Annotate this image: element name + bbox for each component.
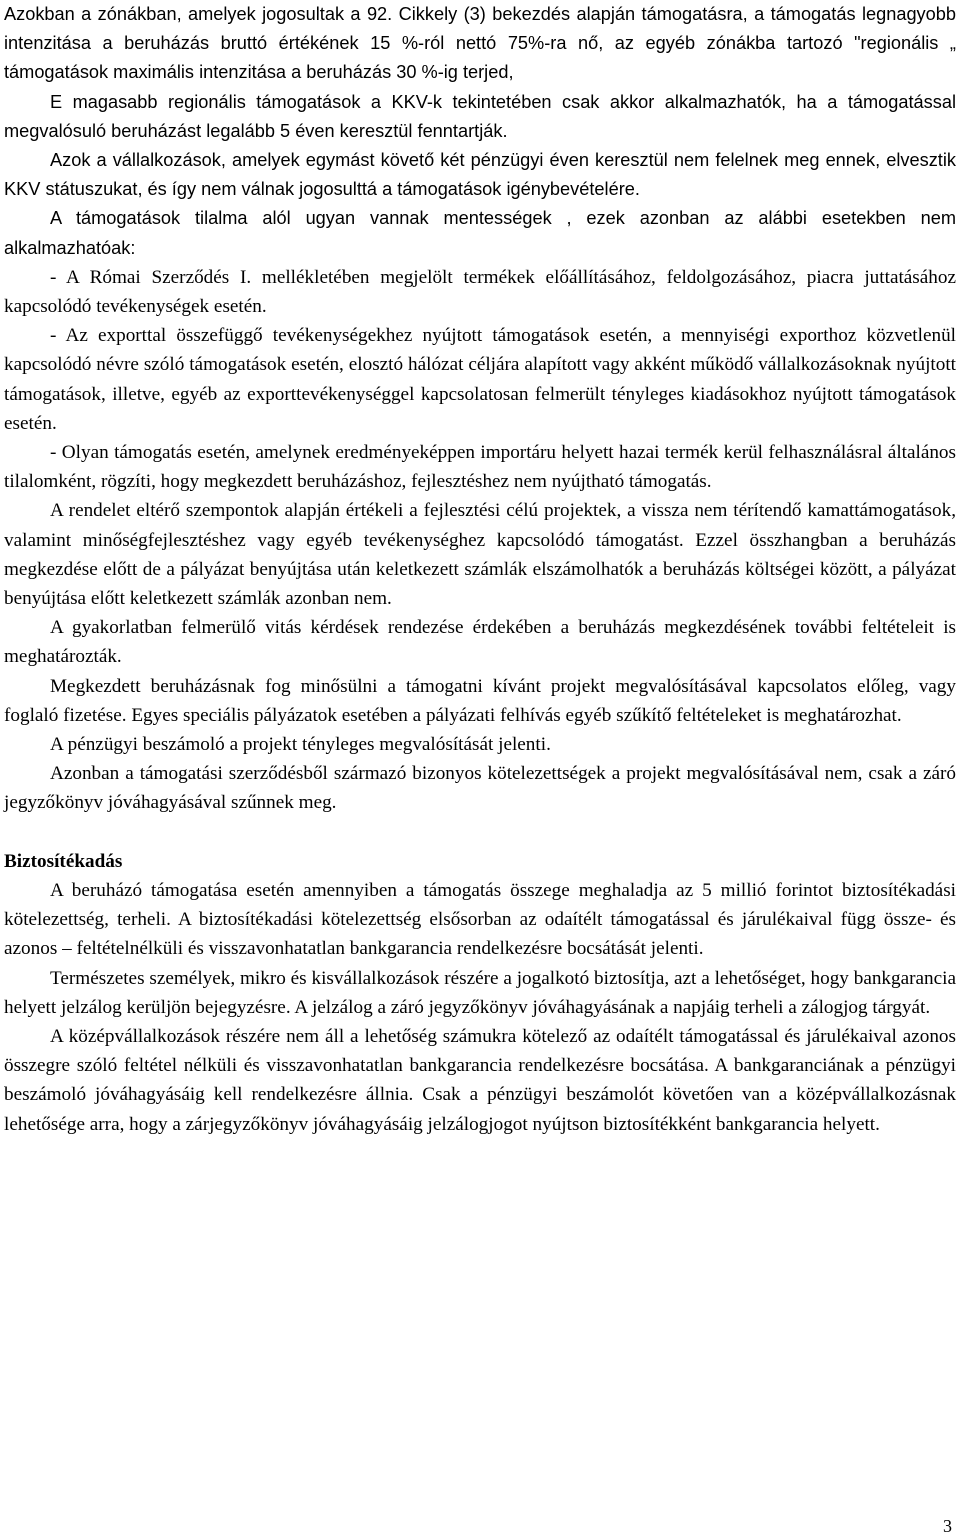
paragraph-guarantee-obligation: A beruházó támogatása esetén amennyiben a támogatás összege meghaladja az 5 millió forintot biztosítékadási kötelezettség, terheli. A biztosítékadási kötelezettség elsősorban az odaítélt támogatással és járulékaival függ össze- és azonos – feltételnélküli és visszavonhatatlan bankgarancia rendelkezésre bocsátását jelenti. — [4, 879, 956, 960]
list-item-import-substitution: - Olyan támogatás esetén, amelynek eredményeképpen importáru helyett hazai termék kerül felhasználásral általános tilalomként, rögzíti, hogy megkezdett beruházáshoz, fejlesztéshez nem nyújtható támogatás. — [4, 442, 956, 493]
paragraph-financial-report: A pénzügyi beszámoló a projekt tényleges megvalósítását jelenti. — [50, 734, 551, 756]
paragraph-disputes: A gyakorlatban felmerülő vitás kérdések rendezése érdekében a beruházás megkezdésének további feltételeit is meghatározták. — [4, 617, 956, 668]
page-number: 3 — [943, 1516, 952, 1536]
paragraph-started-investment: Megkezdett beruházásnak fog minősülni a támogatni kívánt projekt megvalósításával kapcsolatos előleg, vagy foglaló fizetése. Egyes speciális pályázatok esetében a pályázati felhívás egyéb szűkítő feltételeket is meghatározhat. — [4, 675, 956, 726]
document-page — [4, 0, 956, 1139]
paragraph-regional-intensity: Azokban a zónákban, amelyek jogosultak a 92. Cikkely (3) bekezdés alapján támogatásra, a támogatás legnagyobb intenzitása a beruházás bruttó értékének 15 %-ról nettó 75%-ra nő, az egyéb zónákba tartozó "regionális „ támogatások maximális intenzitása a beruházás 30 %-ig terjed, — [4, 4, 956, 83]
list-item-roman-treaty: - A Római Szerződés I. mellékletében megjelölt termékek előállításához, feldolgozásához, piacra juttatásához kapcsolódó tevékenységek esetén. — [4, 266, 956, 318]
paragraph-medium-enterprises: A középvállalkozások részére nem áll a lehetőség számukra kötelező az odaítélt támogatással és járulékaival azonos összegre szóló feltétel nélküli és visszavonhatatlan bankgarancia rendelkezésre bocsátása. A bankgaranciának a pénzügyi beszámoló jóváhagyásáig kell rendelkezésre állnia. Csak a pénzügyi beszámolót követően van a középvállalkozásnak lehetősége arra, hogy a zárjegyzőkönyv jóváhagyásáig jelzálogjogot nyújtson biztosítékként bankgarancia helyett. — [4, 1025, 956, 1135]
paragraph-mortgage-option: Természetes személyek, mikro és kisvállalkozások részére a jogalkotó biztosítja, azt a lehetőséget, hogy bankgarancia helyett jelzálog kerüljön bejegyzésre. A jelzálog a záró jegyzőkönyv jóváhagyásának a napjáig terheli a zálogjog tárgyát. — [4, 967, 956, 1018]
list-item-export: - Az exporttal összefüggő tevékenységekhez nyújtott támogatások esetén, a mennyiségi exporthoz közvetlenül kapcsolódó névre szóló támogatások esetén, elosztó hálózat céljára alapított vagy akként működő vállalkozásoknak nyújtott támogatások, illetve, egyéb az exporttevékenységgel kapcsolatosan felmerült tényleges kiadásokhoz nyújtott támogatások esetén. — [4, 325, 956, 434]
paragraph-exemptions-intro: A támogatások tilalma alól ugyan vannak mentességek , ezek azonban az alábbi esetekben nem alkalmazhatóak: — [4, 208, 956, 258]
paragraph-obligations: Azonban a támogatási szerződésből származó bizonyos kötelezettségek a projekt megvalósításával nem, csak a záró jegyzőkönyv jóváhagyásával szűnnek meg. — [4, 763, 956, 814]
paragraph-kkv-status-loss: Azok a vállalkozások, amelyek egymást követő két pénzügyi éven keresztül nem felelnek meg ennek, elvesztik KKV státuszukat, és így nem válnak jogosulttá a támogatások igénybevételére. — [4, 150, 956, 200]
section-heading-guarantee: Biztosítékadás — [4, 850, 123, 872]
paragraph-kkv-five-years: E magasabb regionális támogatások a KKV-k tekintetében csak akkor alkalmazhatók, ha a támogatással megvalósuló beruházást legalább 5 éven keresztül fenntartják. — [4, 91, 956, 141]
paragraph-regulation-criteria: A rendelet eltérő szempontok alapján értékeli a fejlesztési célú projektek, a vissza nem térítendő kamattámogatások, valamint minőségfejlesztéshez vagy egyéb tevékenységhez kapcsolódó támogatást. Ezzel összhangban a beruházás megkezdése előtt de a pályázat benyújtása után keletkezett számlák elszámolhatók a beruházás költségei között, a pályázat benyújtása előtt keletkezett számlák azonban nem. — [4, 500, 956, 610]
